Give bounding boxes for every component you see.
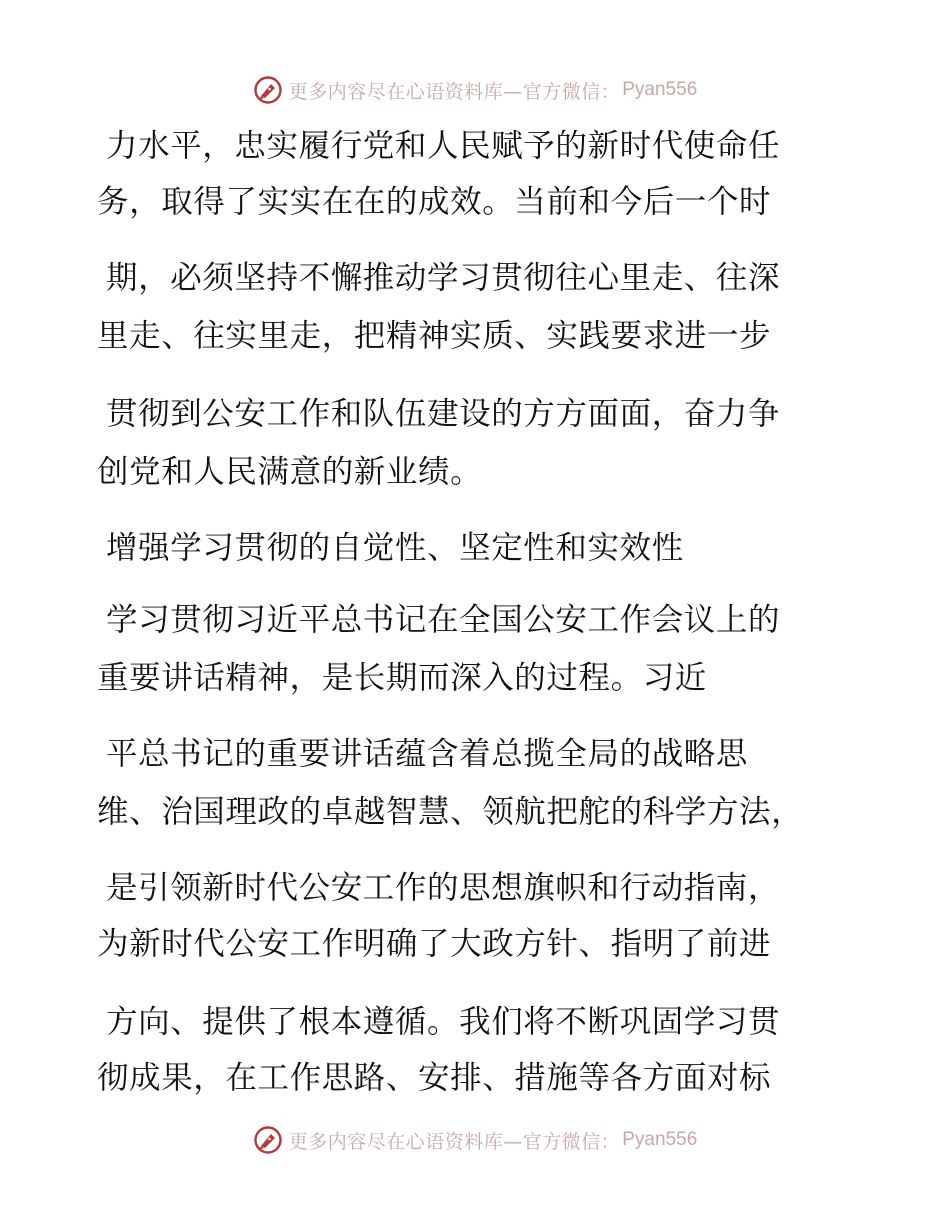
body-line: 为新时代公安工作明确了大政方针、指明了前进 <box>97 926 772 962</box>
body-line: 平总书记的重要讲话蕴含着总揽全局的战略思 <box>106 736 749 772</box>
watermark-text: 更多内容尽在心语资料库—官方微信： <box>288 1130 621 1153</box>
body-line: 是引领新时代公安工作的思想旗帜和行动指南， <box>106 870 781 906</box>
body-line: 贯彻到公安工作和队伍建设的方方面面，奋力争 <box>106 396 781 432</box>
body-line: 务，取得了实实在在的成效。当前和今后一个时 <box>97 184 772 220</box>
body-line: 彻成果，在工作思路、安排、措施等各方面对标 <box>97 1060 772 1096</box>
body-line: 期，必须坚持不懈推动学习贯彻往心里走、往深 <box>106 260 781 296</box>
section-heading: 增强学习贯彻的自觉性、坚定性和实效性 <box>106 530 684 566</box>
pen-nib-circle-icon <box>253 1125 283 1155</box>
body-line: 方向、提供了根本遵循。我们将不断巩固学习贯 <box>106 1004 781 1040</box>
body-line: 力水平，忠实履行党和人民赋予的新时代使命任 <box>106 128 781 164</box>
body-line: 学习贯彻习近平总书记在全国公安工作会议上的 <box>106 602 781 638</box>
body-line: 重要讲话精神，是长期而深入的过程。习近 <box>97 660 707 696</box>
watermark-handle: Pyan556 <box>622 79 698 100</box>
body-line: 里走、往实里走，把精神实质、实践要求进一步 <box>97 318 772 354</box>
watermark-text: 更多内容尽在心语资料库—官方微信： <box>288 80 621 103</box>
watermark-banner-bottom <box>0 1120 950 1160</box>
body-line: 创党和人民满意的新业绩。 <box>97 454 483 490</box>
body-line: 维、治国理政的卓越智慧、领航把舵的科学方法， <box>97 794 804 830</box>
watermark-handle: Pyan556 <box>622 1129 698 1150</box>
